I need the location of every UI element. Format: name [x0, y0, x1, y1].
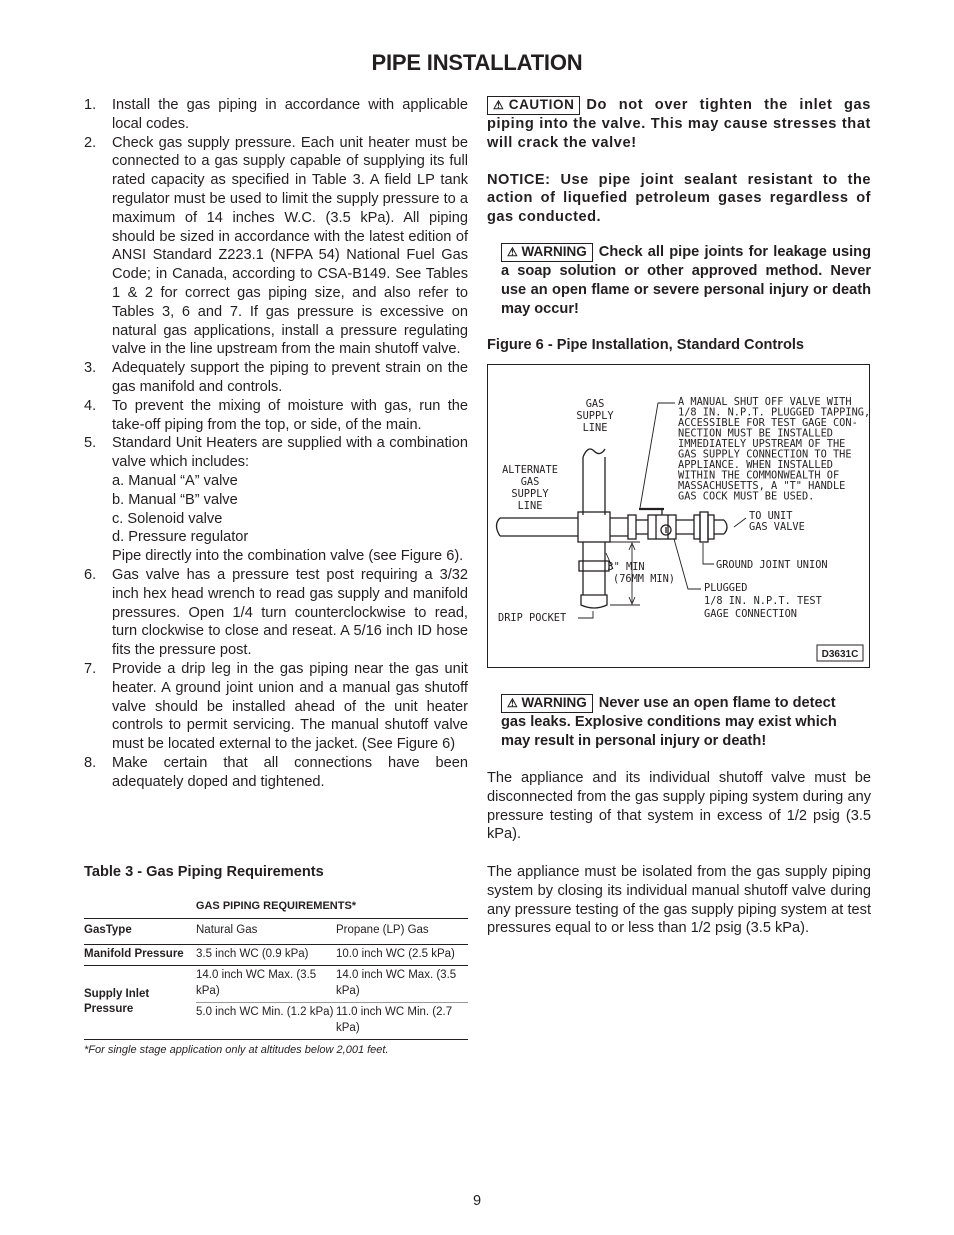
step-after-text: Pipe directly into the combination valve (see Figure 6). [112, 548, 464, 565]
column-header: Natural Gas [196, 919, 336, 944]
alert-triangle-icon: ⚠ [507, 244, 518, 259]
column-header: Propane (LP) Gas [336, 919, 468, 944]
label-manual-valve: GAS SUPPLY CONNECTION TO THE [678, 448, 852, 461]
supply-pipe-break [583, 449, 605, 457]
table-heading: GAS PIPING REQUIREMENTS* [84, 900, 468, 919]
label-plugged: GAGE CONNECTION [704, 608, 797, 620]
table-cell: 10.0 inch WC (2.5 kPa) [336, 944, 468, 966]
step-text: To prevent the mixing of moisture with gas, run the take-off piping from the top, or side, of the main. [112, 397, 468, 433]
leader-plugged [674, 539, 701, 589]
step-text: Standard Unit Heaters are supplied with a combination valve which includes: [112, 435, 468, 471]
label-manual-valve: GAS COCK MUST BE USED. [678, 490, 815, 503]
step-text: Provide a drip leg in the gas piping near the gas unit heater. A ground joint union and a manual gas shutoff valve should be installed ahead of the unit heater controls to permit servicing. The manual shutoff valve must be located external to the jacket. (See Figure 6) [112, 660, 468, 753]
label-manual-valve: MASSACHUSETTS, A "T" HANDLE [678, 480, 846, 492]
leader-drip [578, 611, 593, 618]
column-header: GasType [84, 919, 196, 944]
list-item [84, 754, 468, 792]
valve-item-d: d. Pressure regulator [112, 529, 249, 546]
warning-badge [501, 694, 593, 713]
list-item [84, 566, 468, 660]
list-item [84, 397, 468, 435]
leader-manual-valve [640, 403, 675, 508]
warning-text: Check all pipe joints for leakage using a soap solution or other approved method. Never use an open flame or severe personal injury or death may occur! [501, 243, 871, 317]
list-item [84, 434, 468, 566]
table-footnote: *For single stage application only at altitudes below 2,001 feet. [84, 1044, 389, 1056]
valve-item-b: b. Manual “B” valve [112, 491, 238, 508]
label-alternate: LINE [517, 500, 543, 512]
drawing-code: D3631C [821, 649, 859, 660]
warning-badge [501, 243, 593, 262]
footnote-text: For single stage application only at altitudes below 2,001 feet. [88, 1044, 389, 1056]
label-gas-supply: GAS [585, 398, 605, 410]
ground-joint-union [700, 512, 708, 542]
step-text: Check gas supply pressure. Each unit heater must be connected to a gas supply capable of supplying its full rated capacity as specified in Table 3. A field LP tank regulator must be used to limit the supply pressure to a maximum of 14 inches W.C. (3.5 kPa). All piping should be sized in accordance with the latest edition of ANSI Standard Z223.1 (NFPA 54) National Fuel Gas Code; in Canada, according to CSA-B149. See Tables 1 & 2 for correct gas piping size, and also refer to Tables 3, 6 and 7. If gas pressure is excessive on natural gas applications, install a pressure regulating valve in the line upstream from the main shutoff valve. [112, 134, 468, 358]
caution-block [487, 96, 871, 153]
diagram-labels [498, 396, 870, 624]
installation-steps [84, 96, 468, 791]
step-number: 1. [84, 97, 97, 113]
table-cell: 14.0 inch WC Max. (3.5 kPa) [336, 966, 468, 1003]
step-number: 3. [84, 360, 97, 377]
notice-block [487, 171, 871, 227]
label-plugged: 1/8 IN. N.P.T. TEST [704, 595, 822, 607]
label-manual-valve: NECTION MUST BE INSTALLED [678, 427, 833, 440]
gas-piping-table [84, 900, 468, 1056]
label-gas-supply: LINE [582, 422, 608, 434]
label-ground-union: GROUND JOINT UNION [716, 559, 828, 571]
paragraph-disconnect [487, 769, 871, 844]
label-manual-valve: 1/8 IN. N.P.T. PLUGGED TAPPING, [678, 406, 871, 419]
step-text: Make certain that all connections have been adequately doped and tightened. [112, 754, 468, 790]
label-alternate: GAS [520, 476, 540, 488]
table-row [84, 966, 468, 1003]
step-number: 7. [84, 660, 97, 677]
step-number: 4. [84, 397, 97, 414]
valve-item-c: c. Solenoid valve [112, 510, 223, 527]
page-title: PIPE INSTALLATION [371, 50, 583, 75]
figure-caption: Figure 6 - Pipe Installation, Standard Controls [487, 337, 805, 354]
list-item [84, 134, 468, 360]
caution-badge [487, 96, 580, 115]
step-number: 8. [84, 754, 97, 771]
drip-cap [581, 595, 607, 608]
label-manual-valve: IMMEDIATELY UPSTREAM OF THE [678, 438, 846, 450]
right-column [487, 96, 871, 355]
nipple-collar [628, 515, 636, 539]
valve-item-a: a. Manual “A” valve [112, 472, 238, 489]
label-gas-supply: SUPPLY [576, 410, 614, 422]
row-label: Manifold Pressure [84, 944, 196, 966]
label-to-unit: GAS VALVE [749, 521, 805, 533]
pipe-diagram [488, 365, 871, 669]
label-manual-valve: WITHIN THE COMMONWEALTH OF [678, 469, 840, 482]
list-item [84, 96, 468, 134]
pipe-installation-figure [487, 364, 870, 668]
table-cell: 11.0 inch WC Min. (2.7 kPa) [336, 1003, 468, 1040]
alternate-line-break [497, 518, 501, 536]
warning-block [487, 243, 871, 318]
table-cell: 5.0 inch WC Min. (1.2 kPa) [196, 1003, 336, 1040]
label-plugged: PLUGGED [704, 582, 748, 594]
label-alternate: SUPPLY [511, 488, 549, 500]
label-manual-valve: A MANUAL SHUT OFF VALVE WITH [678, 396, 852, 408]
table-cell: 3.5 inch WC (0.9 kPa) [196, 944, 336, 966]
warning-text: Never use an open flame to detect gas leaks. Explosive conditions may exist which may result in personal injury or death! [501, 695, 837, 749]
warning-block-2 [501, 694, 861, 751]
warning-badge-label: WARNING [521, 243, 587, 259]
paragraph-isolate [487, 863, 871, 938]
label-min: (76MM MIN) [613, 573, 675, 585]
label-manual-valve: ACCESSIBLE FOR TEST GAGE CON- [678, 417, 858, 429]
paragraph-text: The appliance must be isolated from the gas supply piping system by closing its individual manual shutoff valve during any pressure testing of the gas supply piping system at test pressures equal to or less than 1/2 psig (3.5 kPa). [487, 864, 871, 937]
notice-text: NOTICE: Use pipe joint sealant resistant to the action of liquefied petroleum gases regardless of gas conducted. [487, 171, 871, 226]
caution-text: Do not over tighten the inlet gas piping into the valve. This may cause stresses that will crack the valve! [487, 97, 871, 151]
warning-badge-label: WARNING [521, 695, 587, 710]
row-label: Supply Inlet Pressure [84, 966, 196, 1040]
step-number: 5. [84, 435, 97, 452]
step-text: Gas valve has a pressure test post requiring a 3/32 inch hex head wrench to read gas supply and manifold pressures. Open 1/4 turn counterclockwise to read, turn clockwise to close and reseat. A 5/16 inch ID hose fits the pressure post. [112, 566, 468, 659]
paragraph-text: The appliance and its individual shutoff valve must be disconnected from the gas supply piping system during any pressure testing of that system in excess of 1/2 psig (3.5 kPa). [487, 770, 871, 843]
step-number: 2. [84, 134, 97, 151]
page-number: 9 [472, 1193, 482, 1209]
step-text: Adequately support the piping to prevent strain on the gas manifold and controls. [112, 360, 468, 395]
label-alternate: ALTERNATE [502, 464, 558, 476]
table-header-row [84, 919, 468, 944]
table-row [84, 944, 468, 966]
leader-union [703, 543, 714, 564]
label-drip: DRIP POCKET [498, 612, 567, 624]
label-manual-valve: APPLIANCE. WHEN INSTALLED [678, 459, 833, 471]
list-item [84, 660, 468, 754]
step-number: 6. [84, 566, 97, 583]
table-cell: 14.0 inch WC Max. (3.5 kPa) [196, 966, 336, 1003]
table-caption: Table 3 - Gas Piping Requirements [84, 864, 324, 880]
caution-badge-label: CAUTION [508, 97, 575, 112]
alert-triangle-icon: ⚠ [507, 696, 518, 710]
tee-fitting [578, 512, 610, 542]
step-text: Install the gas piping in accordance with applicable local codes. [112, 97, 468, 132]
alert-triangle-icon: ⚠ [493, 98, 505, 112]
leader-to-unit [734, 518, 746, 527]
list-item [84, 359, 468, 397]
label-to-unit: TO UNIT [749, 510, 793, 522]
label-min: 3" MIN [607, 561, 645, 573]
